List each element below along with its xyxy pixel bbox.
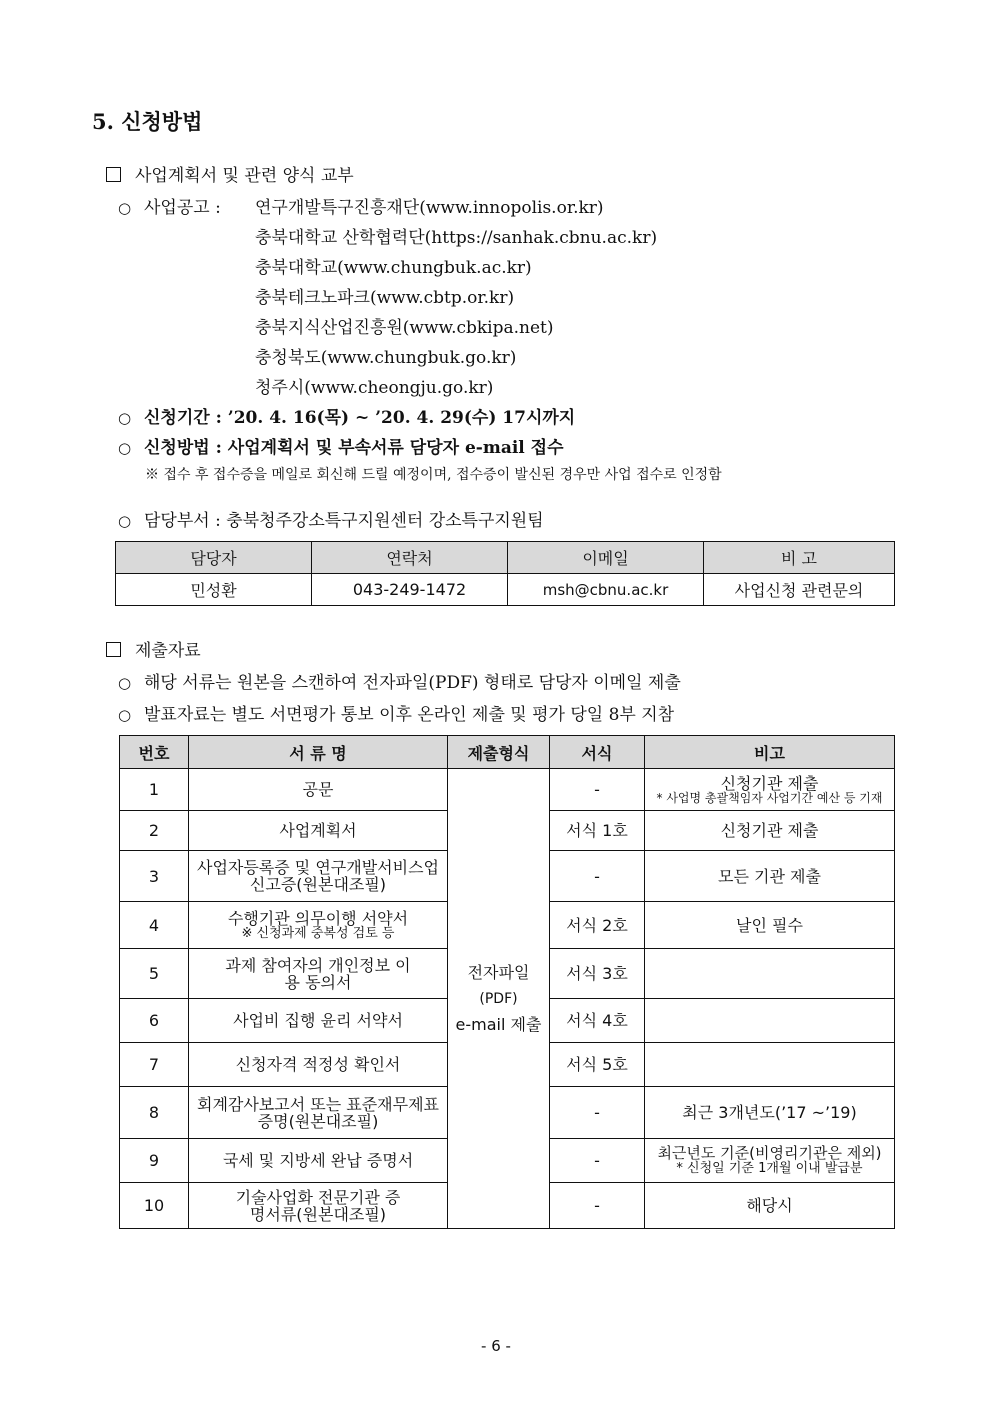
doc-remark bbox=[645, 769, 895, 811]
bullet-circle-icon: ○ bbox=[118, 199, 132, 217]
doc-no: 4 bbox=[120, 902, 189, 949]
announcement-site-2: 충북대학교 산학협력단(https://sanhak.cbnu.ac.kr) bbox=[255, 228, 658, 248]
doc-name: 공문 bbox=[189, 769, 448, 811]
contact-person: 민성환 bbox=[116, 574, 312, 606]
doc-remark: 신청기관 제출 bbox=[645, 811, 895, 851]
doc-no: 2 bbox=[120, 811, 189, 851]
contact-header-phone: 연락처 bbox=[312, 542, 508, 574]
contact-table-row bbox=[116, 574, 895, 606]
format-line-3: e-mail 제출 bbox=[455, 1014, 542, 1034]
department: 담당부서 : 충북청주강소특구지원센터 강소특구지원팀 bbox=[144, 511, 544, 531]
doc-remark-text: 최근년도 기준(비영리기관은 제외) bbox=[657, 1144, 882, 1162]
announcement-site-3: 충북대학교(www.chungbuk.ac.kr) bbox=[255, 258, 532, 278]
format-line-2: (PDF) bbox=[479, 990, 518, 1007]
doc-form: - bbox=[550, 769, 645, 811]
doc-form: - bbox=[550, 1139, 645, 1183]
doc-header-no: 번호 bbox=[120, 736, 189, 769]
doc-form: - bbox=[550, 1183, 645, 1229]
submission-note-2: 발표자료는 별도 서면평가 통보 이후 온라인 제출 및 평가 당일 8부 지참 bbox=[144, 705, 675, 725]
bullet-circle-icon: ○ bbox=[118, 512, 132, 530]
page-number: - 6 - bbox=[481, 1337, 511, 1355]
doc-no: 8 bbox=[120, 1087, 189, 1139]
bullet-circle-icon: ○ bbox=[118, 706, 132, 724]
doc-no: 5 bbox=[120, 949, 189, 999]
bullet-circle-icon: ○ bbox=[118, 439, 132, 457]
announcement-line bbox=[118, 193, 221, 218]
doc-name-note: ※ 신청과제 중복성 검토 등 bbox=[241, 925, 395, 941]
documents-table bbox=[119, 735, 895, 1229]
checkbox-square-icon bbox=[106, 642, 121, 657]
doc-no: 7 bbox=[120, 1043, 189, 1087]
doc-no: 10 bbox=[120, 1183, 189, 1229]
format-line-1: 전자파일 bbox=[467, 962, 530, 982]
dept-line bbox=[118, 506, 544, 531]
announcement-site-4: 충북테크노파크(www.cbtp.or.kr) bbox=[255, 288, 515, 308]
doc-remark bbox=[645, 999, 895, 1043]
contact-email: msh@cbnu.ac.kr bbox=[508, 574, 704, 606]
section-1-title: 사업계획서 및 관련 양식 교부 bbox=[135, 166, 354, 186]
announcement-site-6: 충청북도(www.chungbuk.go.kr) bbox=[255, 348, 517, 368]
doc-no: 9 bbox=[120, 1139, 189, 1183]
application-period: 신청기간 : ’20. 4. 16(목) ~ ’20. 4. 29(수) 17시까지 bbox=[144, 408, 576, 428]
doc-no: 3 bbox=[120, 851, 189, 902]
method-line bbox=[118, 433, 564, 458]
announcement-site-7: 청주시(www.cheongju.go.kr) bbox=[255, 378, 494, 398]
doc-remark: 최근 3개년도(’17 ~’19) bbox=[645, 1087, 895, 1139]
doc-form: 서식 5호 bbox=[550, 1043, 645, 1087]
doc-remark: 해당시 bbox=[645, 1183, 895, 1229]
doc-header-format: 제출형식 bbox=[448, 736, 550, 769]
bullet-circle-icon: ○ bbox=[118, 409, 132, 427]
doc-remark-note: * 사업명 총괄책임자 사업기간 예산 등 기재 bbox=[656, 790, 883, 805]
contact-table bbox=[115, 541, 895, 606]
submission-line-2 bbox=[118, 700, 674, 725]
doc-form: - bbox=[550, 1087, 645, 1139]
section-2-title: 제출자료 bbox=[135, 641, 201, 661]
section-1-heading bbox=[106, 161, 354, 186]
period-line bbox=[118, 403, 575, 428]
doc-name bbox=[189, 902, 448, 949]
bullet-circle-icon: ○ bbox=[118, 674, 132, 692]
section-2-heading bbox=[106, 636, 201, 661]
doc-name: 국세 및 지방세 완납 증명서 bbox=[189, 1139, 448, 1183]
doc-remark-text: 신청기관 제출 bbox=[720, 773, 819, 793]
receipt-note: ※ 접수 후 접수증을 메일로 회신해 드릴 예정이며, 접수증이 발신된 경우만 사업 접수로 인정함 bbox=[145, 467, 722, 483]
table-row bbox=[120, 769, 895, 811]
announcement-site-5: 충북지식산업진흥원(www.cbkipa.net) bbox=[255, 318, 554, 338]
checkbox-square-icon bbox=[106, 167, 121, 182]
doc-no: 1 bbox=[120, 769, 189, 811]
doc-form: 서식 2호 bbox=[550, 902, 645, 949]
doc-header-name: 서 류 명 bbox=[189, 736, 448, 769]
documents-table-header bbox=[120, 736, 895, 769]
doc-form: 서식 1호 bbox=[550, 811, 645, 851]
doc-name: 신청자격 적정성 확인서 bbox=[189, 1043, 448, 1087]
doc-name: 기술사업화 전문기관 증명서류(원본대조필) bbox=[189, 1183, 448, 1229]
doc-header-remark: 비고 bbox=[645, 736, 895, 769]
doc-name: 회계감사보고서 또는 표준재무제표 증명(원본대조필) bbox=[189, 1087, 448, 1139]
announcement-label: 사업공고 : bbox=[144, 198, 221, 218]
doc-form: 서식 3호 bbox=[550, 949, 645, 999]
application-method: 신청방법 : 사업계획서 및 부속서류 담당자 e-mail 접수 bbox=[144, 438, 564, 458]
doc-format bbox=[448, 769, 550, 1229]
doc-name: 사업자등록증 및 연구개발서비스업 신고증(원본대조필) bbox=[189, 851, 448, 902]
contact-remark: 사업신청 관련문의 bbox=[704, 574, 895, 606]
doc-name-text: 수행기관 의무이행 서약서 bbox=[227, 908, 409, 928]
contact-phone: 043-249-1472 bbox=[312, 574, 508, 606]
doc-header-form: 서식 bbox=[550, 736, 645, 769]
contact-table-header bbox=[116, 542, 895, 574]
announcement-site-1: 연구개발특구진흥재단(www.innopolis.or.kr) bbox=[255, 198, 604, 218]
submission-line-1 bbox=[118, 668, 681, 693]
section-title: 5. 신청방법 bbox=[92, 109, 203, 134]
contact-header-person: 담당자 bbox=[116, 542, 312, 574]
doc-remark bbox=[645, 1043, 895, 1087]
doc-remark bbox=[645, 949, 895, 999]
doc-name: 과제 참여자의 개인정보 이용 동의서 bbox=[189, 949, 448, 999]
doc-remark bbox=[645, 1139, 895, 1183]
doc-remark: 모든 기관 제출 bbox=[645, 851, 895, 902]
contact-header-remark: 비 고 bbox=[704, 542, 895, 574]
submission-note-1: 해당 서류는 원본을 스캔하여 전자파일(PDF) 형태로 담당자 이메일 제출 bbox=[144, 673, 681, 693]
doc-form: - bbox=[550, 851, 645, 902]
contact-header-email: 이메일 bbox=[508, 542, 704, 574]
doc-no: 6 bbox=[120, 999, 189, 1043]
doc-remark: 날인 필수 bbox=[645, 902, 895, 949]
doc-form: 서식 4호 bbox=[550, 999, 645, 1043]
doc-name: 사업비 집행 윤리 서약서 bbox=[189, 999, 448, 1043]
doc-name: 사업계획서 bbox=[189, 811, 448, 851]
doc-remark-note: * 신청일 기준 1개월 이내 발급분 bbox=[676, 1161, 863, 1176]
